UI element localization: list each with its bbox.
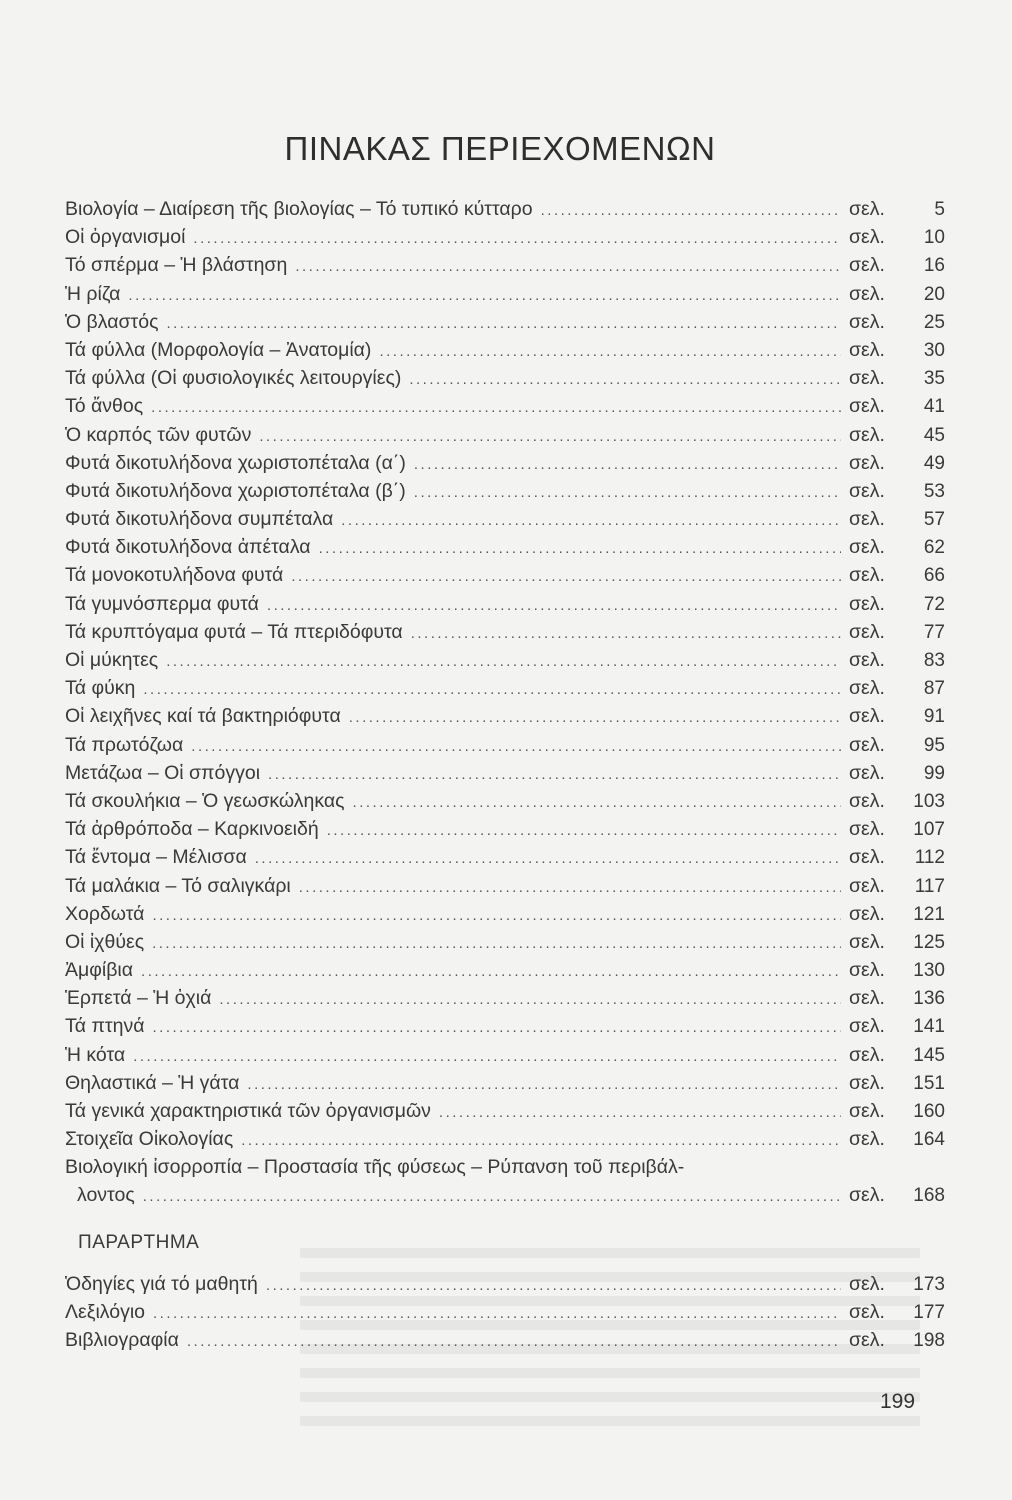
toc-page-number: 117 (914, 875, 945, 897)
dot-leader (152, 902, 841, 930)
toc-page-number: 5 (934, 199, 945, 220)
page-prefix: σελ. (849, 254, 885, 277)
toc-page-number: 72 (923, 593, 945, 615)
dot-leader (255, 845, 841, 873)
toc-entry (65, 787, 945, 815)
toc-page-number: 136 (913, 988, 945, 1010)
toc-entry-title: Τά φύκη (65, 677, 136, 700)
page-prefix: σελ. (849, 536, 885, 559)
toc-entry-title-line1: Βιολογική ἰσορροπία – Προστασία τῆς φύσεως – Ρύπανση τοῦ περιβάλ- (65, 1156, 685, 1179)
toc-page-number: 57 (923, 509, 945, 531)
toc-page-number: 160 (913, 1101, 945, 1122)
page-prefix: σελ. (849, 367, 885, 390)
dot-leader (349, 704, 841, 732)
toc-entry (65, 1298, 945, 1326)
toc-entry (65, 477, 945, 505)
toc-entry (65, 251, 945, 279)
toc-entry-title: Φυτά δικοτυλήδονα συμπέταλα (65, 508, 334, 531)
toc-page-number: 91 (923, 706, 945, 728)
toc-page-number: 177 (913, 1302, 945, 1324)
toc-entry-title: Τά ἀρθρόποδα – Καρκινοειδή (65, 818, 319, 841)
toc-entry (65, 731, 945, 759)
toc-page-number: 62 (923, 537, 945, 559)
toc-entry-title: Φυτά δικοτυλήδονα χωριστοπέταλα (α΄) (65, 451, 406, 474)
page-prefix: σελ. (849, 1128, 885, 1151)
toc-entry-title: Λεξιλόγιο (65, 1301, 146, 1324)
toc-entry-title: Ἡ ρίζα (65, 282, 121, 305)
toc-entry-title: Τά γυμνόσπερμα φυτά (65, 592, 259, 615)
toc-page-number: 45 (923, 424, 945, 446)
toc-entry-title: Ὁ καρπός τῶν φυτῶν (65, 423, 252, 446)
page-prefix: σελ. (849, 451, 885, 474)
appendix-heading: ΠΑΡΑΡΤΗΜΑ (78, 1232, 200, 1253)
page-prefix: σελ. (849, 423, 885, 446)
toc-page-number: 30 (923, 339, 945, 361)
page-prefix: σελ. (849, 1329, 885, 1352)
toc-entry-title: Τά κρυπτόγαμα φυτά – Τά πτεριδόφυτα (65, 620, 403, 643)
page-prefix: σελ. (849, 508, 885, 531)
toc-entry-title: Τά μαλάκια – Τό σαλιγκάρι (65, 874, 291, 897)
toc-entry (65, 195, 945, 223)
toc-entry (65, 505, 945, 533)
page-prefix: σελ. (849, 959, 885, 982)
dot-leader (414, 451, 841, 479)
toc-entry-title: Ὁδηγίες γιά τό μαθητή (65, 1273, 258, 1295)
dot-leader (259, 423, 841, 451)
toc-page-number: 112 (914, 847, 945, 869)
dot-leader (266, 1272, 841, 1300)
toc-page-number: 77 (923, 621, 945, 643)
toc-entry-title: Χορδωτά (65, 902, 145, 925)
toc-entry (65, 223, 945, 251)
toc-page-number: 168 (913, 1185, 945, 1207)
toc-entry (65, 843, 945, 871)
dot-leader (133, 1043, 841, 1071)
toc-entry (65, 1097, 945, 1125)
toc-entry-title: Τά φύλλα (Οἱ φυσιολογικές λειτουργίες) (65, 367, 402, 390)
toc-entry (65, 1270, 945, 1298)
toc-entry-title: Οἱ μύκητες (65, 649, 159, 671)
toc-entry-title: Ἡ κότα (65, 1043, 126, 1066)
toc-entry-title: Τό σπέρμα – Ἡ βλάστηση (65, 254, 288, 277)
table-of-contents (65, 195, 945, 1211)
toc-entry (65, 590, 945, 618)
page-prefix: σελ. (849, 564, 885, 587)
toc-entry-title: Τά φύλλα (Μορφολογία – Ἀνατομία) (65, 338, 372, 361)
toc-page-number: 87 (923, 678, 945, 700)
toc-page-number: 41 (923, 396, 945, 418)
toc-entry-title: Βιβλιογραφία (65, 1329, 179, 1352)
toc-entry (65, 928, 945, 956)
page-prefix: σελ. (849, 789, 885, 812)
toc-page-number: 95 (923, 734, 945, 756)
toc-entry-title: Μετάζωα – Οἱ σπόγγοι (65, 761, 261, 784)
toc-page-number: 107 (913, 819, 945, 841)
appendix-entries (65, 1270, 945, 1355)
dot-leader (341, 507, 841, 535)
dot-leader (439, 1099, 841, 1127)
page-prefix: σελ. (849, 282, 885, 305)
toc-page-number: 145 (913, 1044, 945, 1066)
toc-entry-title: Στοιχεῖα Οἰκολογίας (65, 1128, 234, 1151)
toc-entry (65, 280, 945, 308)
toc-entry-title: Τά μονοκοτυλήδονα φυτά (65, 564, 284, 587)
toc-entry (65, 759, 945, 787)
page-prefix: σελ. (849, 874, 885, 897)
toc-entry (65, 561, 945, 589)
dot-leader (353, 789, 841, 817)
toc-entry (65, 1012, 945, 1040)
toc-entry (65, 872, 945, 900)
page-prefix: σελ. (849, 620, 885, 643)
toc-page-number: 83 (923, 650, 945, 671)
dot-leader (247, 1071, 841, 1099)
toc-entry-title: Ἑρπετά – Ἡ ὀχιά (65, 987, 212, 1010)
dot-leader (241, 1127, 841, 1155)
page-prefix: σελ. (849, 902, 885, 925)
toc-page-number: 53 (923, 480, 945, 502)
toc-entry (65, 364, 945, 392)
dot-leader (541, 197, 841, 225)
page-prefix: σελ. (849, 310, 885, 333)
page-prefix: σελ. (849, 198, 885, 220)
page-prefix: σελ. (849, 1301, 885, 1324)
toc-page-number: 141 (913, 1016, 945, 1038)
page-prefix: σελ. (849, 677, 885, 700)
page-prefix: σελ. (849, 1100, 885, 1122)
toc-page-number: 103 (913, 790, 945, 812)
dot-leader (193, 225, 841, 253)
toc-entry (65, 533, 945, 561)
dot-leader (153, 1300, 841, 1328)
toc-entry (65, 1326, 945, 1354)
page-prefix: σελ. (849, 733, 885, 756)
page-prefix: σελ. (849, 592, 885, 615)
toc-entry (65, 1041, 945, 1069)
toc-entry-title: Ἀμφίβια (65, 959, 134, 982)
toc-entry (65, 900, 945, 928)
dot-leader (152, 930, 841, 958)
page-prefix: σελ. (849, 1184, 885, 1207)
dot-leader (153, 1014, 842, 1042)
toc-page-number: 164 (913, 1129, 945, 1151)
toc-page-number: 99 (923, 762, 945, 784)
toc-page-number: 121 (913, 903, 945, 925)
toc-entry (65, 336, 945, 364)
dot-leader (166, 648, 841, 676)
dot-leader (143, 676, 841, 704)
toc-entry-title: Τά πτηνά (65, 1015, 145, 1038)
page-prefix: σελ. (849, 987, 885, 1010)
toc-page-number: 173 (913, 1274, 945, 1295)
toc-entry (65, 392, 945, 420)
page-prefix: σελ. (849, 338, 885, 361)
page-prefix: σελ. (849, 846, 885, 869)
toc-entry-title: Τά σκουλήκια – Ὁ γεωσκώληκας (65, 789, 345, 812)
page-prefix: σελ. (849, 1043, 885, 1066)
toc-page-number: 10 (923, 227, 945, 249)
dot-leader (219, 986, 841, 1014)
dot-leader (409, 366, 841, 394)
page-prefix: σελ. (849, 818, 885, 841)
toc-entry (65, 815, 945, 843)
page-prefix: σελ. (849, 930, 885, 953)
toc-entry (65, 984, 945, 1012)
dot-leader (327, 817, 841, 845)
toc-page-number: 25 (923, 311, 945, 333)
toc-entry-title: Τό ἄνθος (65, 395, 144, 418)
dot-leader (128, 282, 841, 310)
dot-leader (299, 874, 841, 902)
toc-entry-title: Φυτά δικοτυλήδονα χωριστοπέταλα (β΄) (65, 479, 406, 502)
dot-leader (411, 620, 841, 648)
page-prefix: σελ. (849, 761, 885, 784)
toc-page-number: 20 (923, 283, 945, 305)
dot-leader (166, 310, 841, 338)
dot-leader (151, 394, 841, 422)
dot-leader (268, 761, 841, 789)
page-prefix: σελ. (849, 1273, 885, 1295)
page-title: ΠΙΝΑΚΑΣ ΠΕΡΙΕΧΟΜΕΝΩΝ (284, 130, 716, 167)
toc-entry (65, 308, 945, 336)
toc-page-number: 16 (923, 255, 945, 277)
page-prefix: σελ. (849, 705, 885, 728)
dot-leader (319, 535, 841, 563)
toc-entry-title: Οἱ ἰχθύες (65, 930, 145, 953)
toc-entry (65, 1125, 945, 1153)
dot-leader (267, 592, 841, 620)
toc-page-number: 66 (923, 565, 945, 587)
dot-leader (379, 338, 841, 366)
toc-entry-title: Θηλαστικά – Ἡ γάτα (65, 1071, 240, 1094)
page-prefix: σελ. (849, 1071, 885, 1094)
dot-leader (141, 958, 841, 986)
toc-entry-title: Φυτά δικοτυλήδονα ἀπέταλα (65, 536, 311, 559)
toc-page-number: 125 (913, 931, 945, 953)
toc-entry (65, 702, 945, 730)
dot-leader (187, 1328, 841, 1356)
toc-entry-title: Οἱ λειχῆνες καί τά βακτηριόφυτα (65, 705, 341, 728)
dot-leader (414, 479, 841, 507)
dot-leader (295, 253, 841, 281)
dot-leader (143, 1183, 841, 1211)
toc-page-number: 35 (923, 368, 945, 390)
toc-entry (65, 618, 945, 646)
dot-leader (191, 733, 841, 761)
toc-page-number: 151 (913, 1072, 945, 1094)
toc-entry (65, 421, 945, 449)
toc-entry (65, 646, 945, 674)
page-number: 199 (880, 1390, 916, 1413)
toc-entry-title: Ὁ βλαστός (65, 310, 159, 333)
page-prefix: σελ. (849, 479, 885, 502)
dot-leader (291, 563, 841, 591)
toc-entry (65, 449, 945, 477)
toc-entry-title: Οἱ ὀργανισμοί (65, 226, 186, 249)
page-prefix: σελ. (849, 395, 885, 418)
page-prefix: σελ. (849, 649, 885, 671)
toc-page-number: 198 (913, 1330, 945, 1352)
toc-entry-last (65, 1153, 945, 1211)
toc-entry (65, 674, 945, 702)
page-prefix: σελ. (849, 226, 885, 249)
toc-entry-title: Τά γενικά χαρακτηριστικά τῶν ὀργανισμῶν (65, 1100, 431, 1122)
toc-entry-title: Τά ἔντομα – Μέλισσα (65, 846, 247, 869)
toc-entry-title: Βιολογία – Διαίρεση τῆς βιολογίας – Τό τυπικό κύτταρο (65, 198, 533, 220)
toc-entry-title-line2: λοντος (77, 1184, 135, 1207)
page-prefix: σελ. (849, 1015, 885, 1038)
toc-entries (65, 195, 945, 1153)
toc-entry (65, 1069, 945, 1097)
toc-page-number: 49 (923, 452, 945, 474)
toc-page-number: 130 (913, 960, 945, 982)
toc-entry-title: Τά πρωτόζωα (65, 733, 184, 756)
toc-entry (65, 956, 945, 984)
